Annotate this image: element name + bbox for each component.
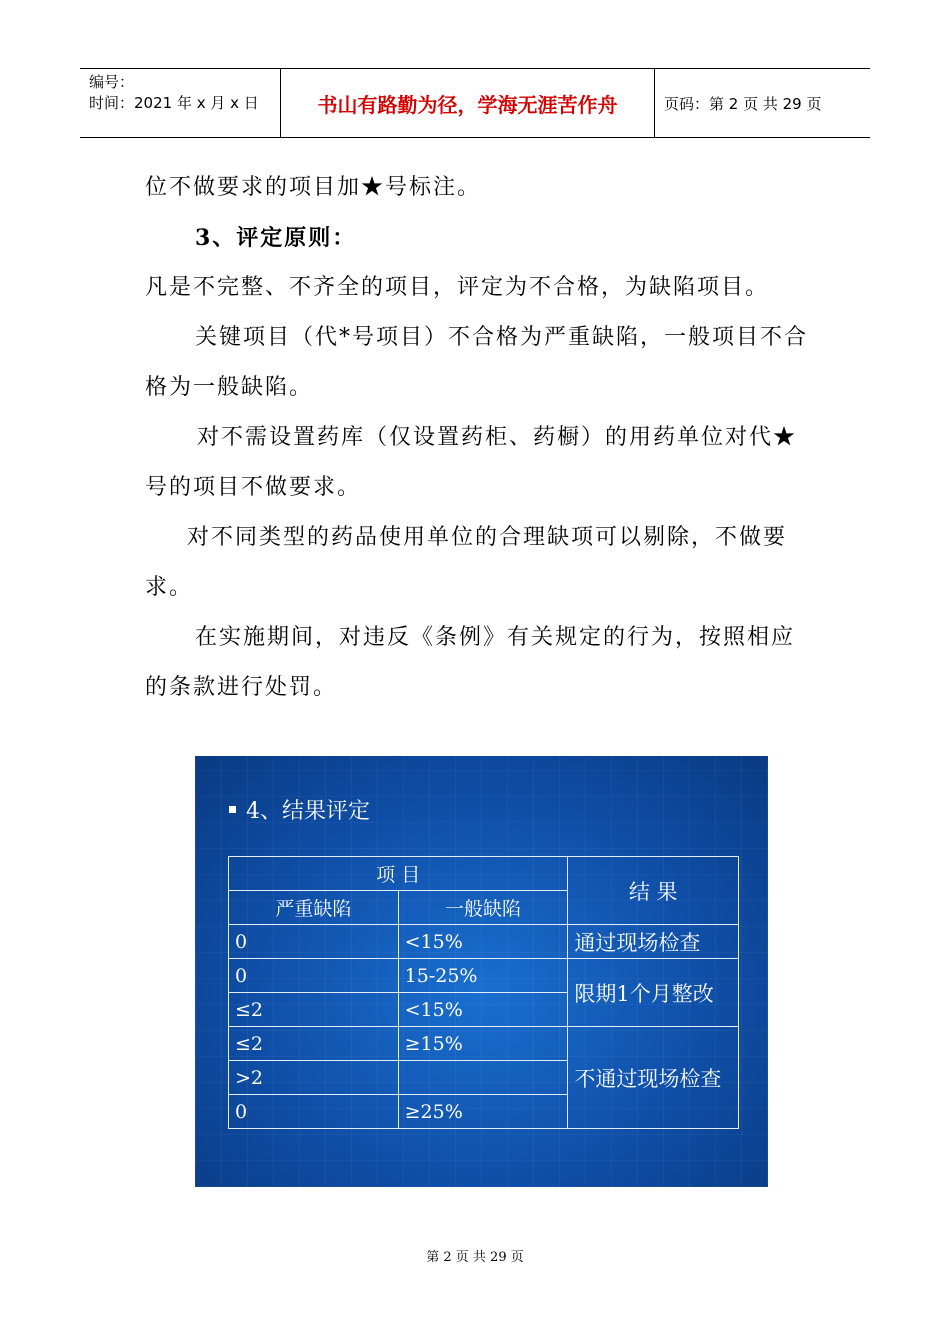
result-table <box>228 856 739 1129</box>
header-serious: 严重缺陷 <box>229 891 399 925</box>
body-text <box>145 163 810 713</box>
cell-result-rectify: 限期1个月整改 <box>568 959 739 1027</box>
slide-image <box>195 756 768 1187</box>
header-project: 项 目 <box>229 857 568 891</box>
header-page-info: 页码：第 2 页 共 29 页 <box>664 94 822 113</box>
header-result: 结 果 <box>568 857 739 925</box>
cell-serious: >2 <box>229 1061 399 1095</box>
slide-title <box>229 794 370 825</box>
cell-general: <15% <box>398 993 568 1027</box>
cell-serious: 0 <box>229 959 399 993</box>
header-general: 一般缺陷 <box>398 891 568 925</box>
cell-general: ≥15% <box>398 1027 568 1061</box>
paragraph-5: 在实施期间，对违反《条例》有关规定的行为，按照相应的条款进行处罚。 <box>145 625 796 700</box>
section-heading: 3、评定原则： <box>195 225 357 251</box>
number-label: 编号： <box>89 73 135 91</box>
table-row <box>229 959 739 993</box>
cell-serious: 0 <box>229 1095 399 1129</box>
bullet-icon <box>229 806 236 813</box>
paragraph-2: 关键项目（代*号项目）不合格为严重缺陷，一般项目不合格为一般缺陷。 <box>145 325 809 400</box>
slide-title-text: 4、结果评定 <box>246 799 370 824</box>
document-header <box>80 68 870 138</box>
cell-general <box>398 1061 568 1095</box>
paragraph-4: 对不同类型的药品使用单位的合理缺项可以剔除，不做要求。 <box>145 525 788 600</box>
paragraph-3: 对不需设置药库（仅设置药柜、药橱）的用药单位对代★号的项目不做要求。 <box>145 425 798 500</box>
cell-general: ≥25% <box>398 1095 568 1129</box>
time-label: 时间：2021 年 x 月 x 日 <box>89 94 259 112</box>
body-line-1: 位不做要求的项目加★号标注。 <box>145 175 482 200</box>
paragraph-1: 凡是不完整、不齐全的项目，评定为不合格，为缺陷项目。 <box>145 275 770 300</box>
header-meta <box>80 69 281 137</box>
page-footer: 第 2 页 共 29 页 <box>426 1250 524 1265</box>
cell-serious: ≤2 <box>229 1027 399 1061</box>
cell-general: 15-25% <box>398 959 568 993</box>
header-motto: 书山有路勤为径，学海无涯苦作舟 <box>281 69 655 137</box>
table-row <box>229 925 739 959</box>
cell-serious: 0 <box>229 925 399 959</box>
table-row <box>229 1027 739 1061</box>
cell-serious: ≤2 <box>229 993 399 1027</box>
cell-result-fail: 不通过现场检查 <box>568 1027 739 1129</box>
cell-result-pass: 通过现场检查 <box>568 925 739 959</box>
cell-general: <15% <box>398 925 568 959</box>
